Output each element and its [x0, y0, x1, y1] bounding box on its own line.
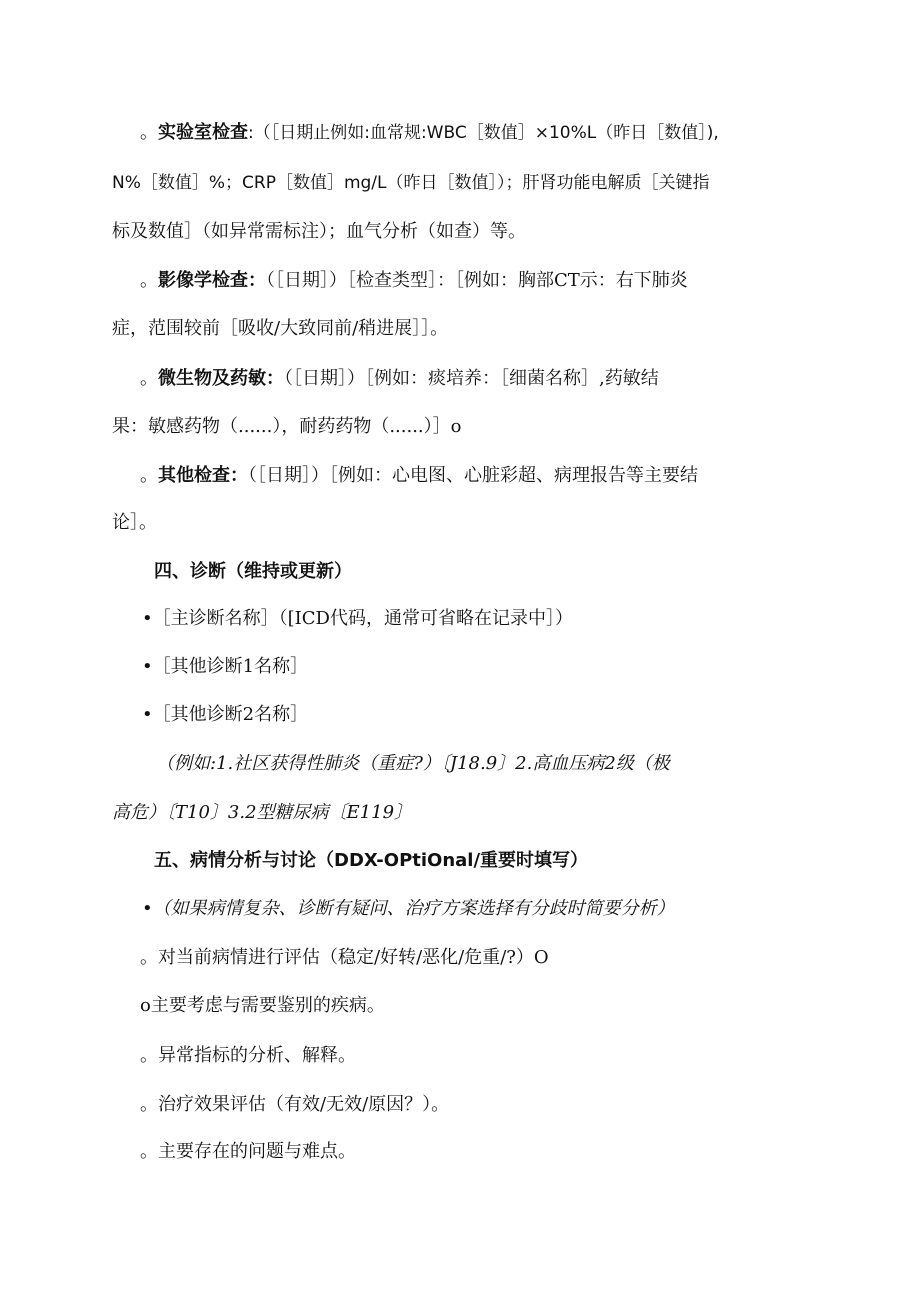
imaging-label: 影像学检查：	[158, 270, 266, 291]
other-text-1: （［日期］）［例如：心电图、心脏彩超、病理报告等主要结	[248, 465, 698, 486]
other-line-1	[140, 463, 840, 489]
diagnosis-example-1: （例如:1.社区获得性肺炎（重症?）〔J18.9〕2.高血压病2级（极	[156, 753, 670, 774]
diagnosis-item-3: •［其他诊断2名称］	[142, 704, 309, 725]
lab-bullet: 。	[140, 122, 158, 143]
imaging-text-1: （［日期］）［检查类型］：［例如：胸部CT示：右下肺炎	[266, 270, 688, 291]
other-label: 其他检查：	[158, 465, 248, 486]
micro-line-2: 果：敏感药物（......），耐药药物（......）］o	[112, 416, 462, 437]
analysis-note: •（如果病情复杂、诊断有疑问、治疗方案选择有分歧时简要分析）	[142, 898, 675, 919]
imaging-line-2: 症，范围较前［吸收/大致同前/稍进展］］。	[112, 318, 449, 339]
lab-line-1	[140, 120, 840, 146]
other-line-2: 论］。	[112, 512, 157, 533]
lab-line-3: 标及数值］（如异常需标注）；血气分析（如查）等。	[112, 221, 526, 242]
lab-line-2: N%［数值］%；CRP［数值］mg/L（昨日［数值］）；肝肾功能电解质［关键指	[112, 173, 710, 193]
analysis-item-2: o主要考虑与需要鉴别的疾病。	[140, 995, 385, 1016]
lab-label: 实验室检查	[158, 122, 248, 143]
micro-line-1	[140, 366, 840, 392]
analysis-heading: 五、病情分析与讨论（DDX-OPtiOnal/重要时填写）	[154, 850, 589, 871]
micro-text-1: （［日期］）［例如：痰培养：［细菌名称］,药敏结	[284, 368, 659, 389]
diagnosis-item-2: •［其他诊断1名称］	[142, 656, 309, 677]
analysis-item-5: 。主要存在的问题与难点。	[140, 1141, 356, 1162]
imaging-bullet: 。	[140, 270, 158, 291]
diagnosis-item-1: •［主诊断名称］（[ICD代码，通常可省略在记录中］）	[142, 608, 573, 629]
diagnosis-example-2: 高危）〔T10〕3.2型糖尿病〔E119〕	[112, 802, 413, 823]
analysis-item-3: 。异常指标的分析、解释。	[140, 1045, 356, 1066]
diagnosis-heading: 四、诊断（维持或更新）	[154, 561, 352, 582]
analysis-item-1: 。对当前病情进行评估（稳定/好转/恶化/危重/?）O	[140, 947, 549, 968]
micro-bullet: 。	[140, 368, 158, 389]
analysis-item-4: 。治疗效果评估（有效/无效/原因？）。	[140, 1094, 450, 1115]
micro-label: 微生物及药敏：	[158, 368, 284, 389]
imaging-line-1	[140, 268, 840, 294]
other-bullet: 。	[140, 465, 158, 486]
lab-text-1: :（［日期止例如:血常规:WBC［数值］×10%L（昨日［数值］),	[248, 123, 719, 143]
